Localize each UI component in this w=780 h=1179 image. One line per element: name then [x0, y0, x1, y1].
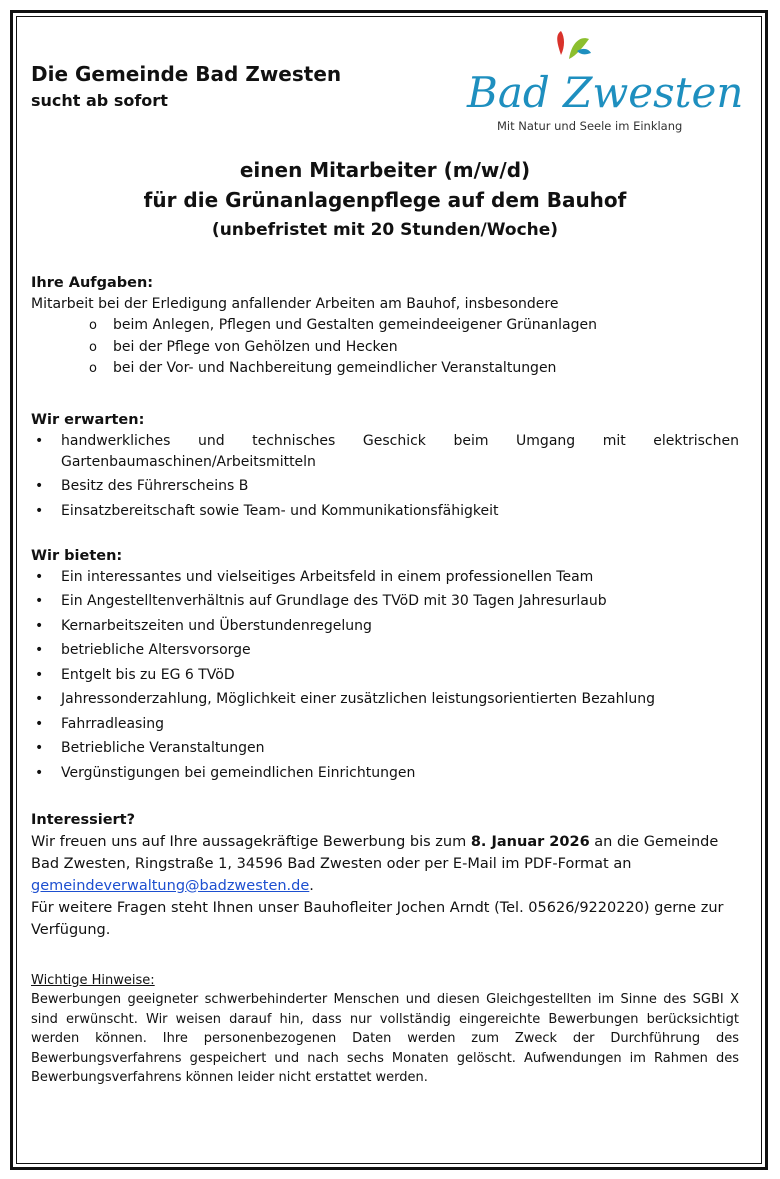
list-item — [31, 567, 739, 588]
bullet-icon: • — [35, 715, 44, 732]
logo-wordmark: Bad Zwesten — [467, 68, 744, 117]
logo-leaf-red — [557, 31, 564, 55]
list-item — [89, 337, 739, 359]
interessiert-heading: Interessiert? — [31, 811, 136, 828]
list-item — [31, 738, 739, 759]
aufgaben-intro: Mitarbeit bei der Erledigung anfallender Arbeiten am Bauhof, insbesondere — [31, 296, 559, 312]
circle-bullet-icon: o — [89, 339, 97, 355]
list-item — [31, 714, 739, 735]
bullet-icon: • — [35, 502, 44, 519]
list-item-text: bei der Pflege von Gehölzen und Hecken — [113, 338, 398, 355]
interessiert-text-end: . — [309, 877, 314, 894]
job-title-block — [31, 155, 739, 243]
job-title-line3: (unbefristet mit 20 Stunden/Woche) — [211, 220, 559, 240]
list-item — [31, 501, 739, 522]
aufgaben-heading: Ihre Aufgaben: — [31, 275, 154, 291]
list-item-text: Entgelt bis zu EG 6 TVöD — [61, 666, 235, 683]
list-item-text: Jahressonderzahlung, Möglichkeit einer zusätzlichen leistungsorientierten Bezahlung — [61, 691, 656, 707]
bullet-icon: • — [35, 691, 44, 707]
organization-name: Die Gemeinde Bad Zwesten — [31, 62, 342, 86]
bieten-heading: Wir bieten: — [31, 547, 123, 564]
job-title-line2: für die Grünanlagenpflege auf dem Bauhof — [143, 188, 627, 212]
erwarten-list — [31, 431, 739, 522]
bullet-icon: • — [35, 666, 44, 683]
interessiert-text-middle: an die Gemeinde Bad Zwesten, Ringstraße 1, 34596 Bad Zwesten oder per E-Mail im PDF-Format an — [31, 833, 719, 872]
list-item-text: betriebliche Altersvorsorge — [61, 642, 251, 658]
deadline-date: 8. Januar 2026 — [470, 833, 590, 850]
section-hinweise — [31, 971, 739, 1088]
list-item — [31, 431, 739, 473]
list-item-text: Ein Angestelltenverhältnis auf Grundlage des TVöD mit 30 Tagen Jahresurlaub — [61, 593, 607, 609]
list-item — [31, 763, 739, 784]
email-link[interactable]: gemeindeverwaltung@badzwesten.de — [31, 877, 310, 894]
logo-tagline: Mit Natur und Seele im Einklang — [497, 119, 683, 133]
list-item — [31, 476, 739, 497]
list-item — [89, 358, 739, 380]
section-interessiert — [31, 810, 739, 941]
list-item-text: bei der Vor- und Nachbereitung gemeindlicher Veranstaltungen — [113, 360, 557, 376]
interessiert-text-start: Wir freuen uns auf Ihre aussagekräftige Bewerbung bis zum — [31, 833, 471, 850]
list-item-text: Einsatzbereitschaft sowie Team- und Kommunikationsfähigkeit — [61, 502, 499, 519]
section-bieten — [31, 546, 739, 784]
list-item-text: beim Anlegen, Pflegen und Gestalten gemeindeeigener Grünanlagen — [113, 317, 597, 333]
list-item — [31, 689, 739, 710]
logo-leaf-green — [569, 38, 589, 59]
list-item — [31, 640, 739, 661]
list-item-text: Kernarbeitszeiten und Überstundenregelung — [61, 617, 372, 634]
section-aufgaben — [31, 273, 739, 380]
list-item — [31, 591, 739, 612]
circle-bullet-icon: o — [89, 318, 97, 333]
organization-subline: sucht ab sofort — [31, 91, 168, 110]
document-content — [31, 61, 739, 1088]
bullet-icon: • — [35, 432, 44, 449]
interessiert-text — [31, 831, 739, 897]
list-item — [31, 665, 739, 686]
hinweise-text: Bewerbungen geeigneter schwerbehinderter Menschen und diesen Gleichgestellten im Sinne des SGBI X sind erwünscht. Wir weisen darauf hin, dass nur vollständig eingereichte Bewerbungen berücksichtigt werden können. Ihre personenbezogenen Daten werden zum Zweck der Durchführung des Bewerbungsverfahrens gespeichert und nach sechs Monaten gelöscht. Aufwendungen im Rahmen des Bewerbungsverfahrens können leider nicht erstattet werden. — [31, 992, 739, 1085]
hinweise-heading: Wichtige Hinweise: — [31, 972, 155, 988]
bullet-icon: • — [35, 617, 44, 634]
bullet-icon: • — [35, 568, 44, 585]
section-erwarten — [31, 410, 739, 522]
list-item-text: Besitz des Führerscheins B — [61, 478, 249, 494]
page-frame-outer — [10, 10, 768, 1170]
page-frame-inner — [16, 16, 762, 1164]
bullet-icon: • — [35, 740, 44, 756]
bullet-icon: • — [35, 764, 44, 781]
bieten-list — [31, 567, 739, 784]
bullet-icon: • — [35, 478, 44, 494]
list-item-text: Betriebliche Veranstaltungen — [61, 740, 265, 756]
bullet-icon: • — [35, 642, 44, 658]
contact-text: Für weitere Fragen steht Ihnen unser Bauhofleiter Jochen Arndt (Tel. 05626/9220220) gerne zur Verfügung. — [31, 899, 724, 938]
aufgaben-list — [31, 315, 739, 380]
list-item-text: Ein interessantes und vielseitiges Arbeitsfeld in einem professionellen Team — [61, 568, 594, 585]
job-title-line1: einen Mitarbeiter (m/w/d) — [239, 158, 531, 182]
list-item-text: Fahrradleasing — [61, 715, 164, 732]
list-item-text: handwerkliches und technisches Geschick beim Umgang mit elektrischen Gartenbaumaschinen/Arbeitsmitteln — [61, 432, 739, 470]
circle-bullet-icon: o — [89, 361, 97, 376]
list-item-text: Vergünstigungen bei gemeindlichen Einrichtungen — [61, 764, 416, 781]
erwarten-heading: Wir erwarten: — [31, 411, 145, 428]
list-item — [89, 315, 739, 337]
list-item — [31, 616, 739, 637]
bullet-icon: • — [35, 593, 44, 609]
